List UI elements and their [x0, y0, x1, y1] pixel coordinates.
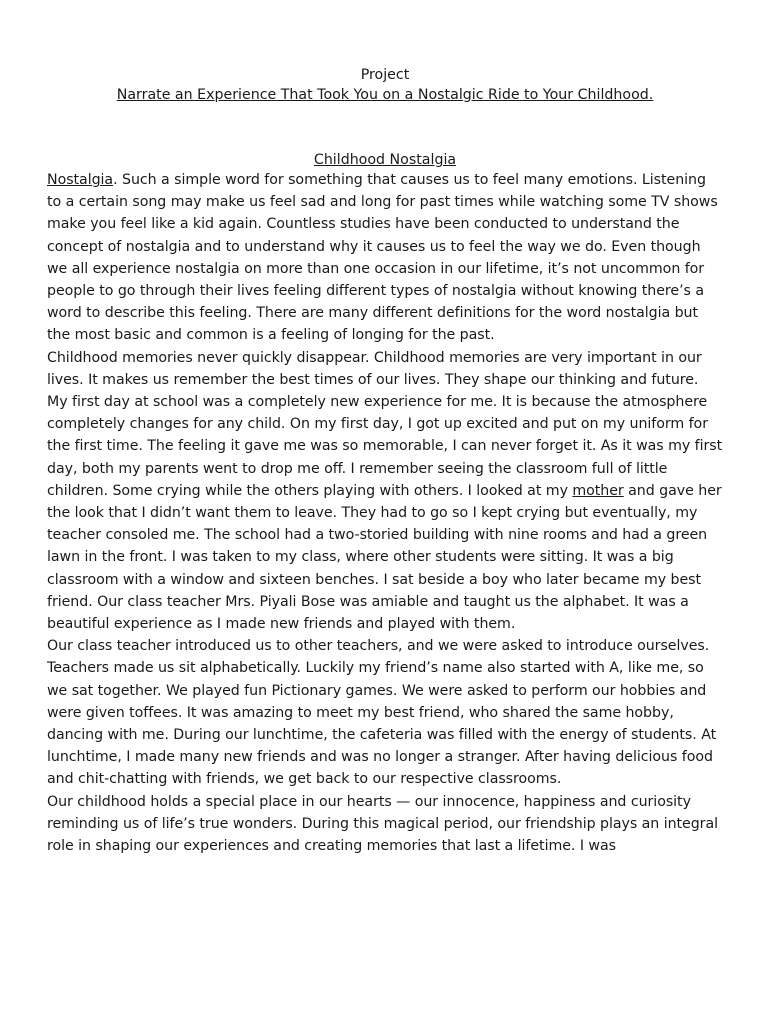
project-heading: Project — [360, 67, 410, 83]
paragraph-class-teacher: Our class teacher introduced us to other teachers, and we were asked to introduce ourselves. Teachers made us sit alphabetically. Luckily my friend’s name also started with A, like me, so we sat together. We played fun Pictionary games. We were asked to perform our hobbies and were given toffees. It was amazing to meet my best friend, who shared the same hobby, dancing with me. During our lunchtime, the cafeteria was filled with the energy of students. At lunchtime, I made many new friends and was no longer a stranger. After having delicious food and chit-chatting with friends, we get back to our respective classrooms. — [47, 638, 717, 788]
essay-title: Childhood Nostalgia — [313, 152, 457, 168]
keyword-nostalgia: Nostalgia — [47, 172, 114, 188]
document-page — [47, 66, 723, 857]
paragraph-childhood: Our childhood holds a special place in our hearts — our innocence, happiness and curiosity reminding us of life’s true wonders. During this magical period, our friendship plays an integral role in shaping our experiences and creating memories that last a lifetime. I was — [47, 793, 718, 855]
paragraph-first-day-text-a: Childhood memories never quickly disappear. Childhood memories are very important in our lives. It makes us remember the best times of our lives. They shape our thinking and future. My first day at school was a completely new experience for me. It is because the atmosphere completely changes for any child. On my first day, I got up excited and put on my uniform for the first time. The feeling it gave me was so memorable, I can never forget it. As it was my first day, both my parents went to drop me off. I remember seeing the classroom full of little children. Some crying while the others playing with others. I looked at my — [47, 349, 723, 499]
assignment-title: Narrate an Experience That Took You on a Nostalgic Ride to Your Childhood. — [116, 87, 654, 103]
paragraph-intro-text: . Such a simple word for something that causes us to feel many emotions. Listening to a certain song may make us feel sad and long for past times while watching some TV shows make you feel like a kid again. Countless studies have been conducted to understand the concept of nostalgia and to understand why it causes us to feel the way we do. Even though we all experience nostalgia on more than one occasion in our lifetime, it’s not uncommon for people to go through their lives feeling different types of nostalgia without knowing there’s a word to describe this feeling. There are many different definitions for the word nostalgia but the most basic and common is a feeling of longing for the past. — [47, 172, 718, 344]
paragraph-first-day-text-b: and gave her the look that I didn’t want them to leave. They had to go so I kept crying but eventually, my teacher consoled me. The school had a two-storied building with nine rooms and had a green lawn in the front. I was taken to my class, where other students were sitting. It was a big classroom with a window and sixteen benches. I sat beside a boy who later became my best friend. Our class teacher Mrs. Piyali Bose was amiable and taught us the alphabet. It was a beautiful experience as I made new friends and played with them. — [47, 482, 722, 633]
paragraph-first-day — [47, 347, 723, 636]
paragraph-intro — [47, 169, 723, 347]
mother-link[interactable]: mother — [572, 482, 624, 499]
